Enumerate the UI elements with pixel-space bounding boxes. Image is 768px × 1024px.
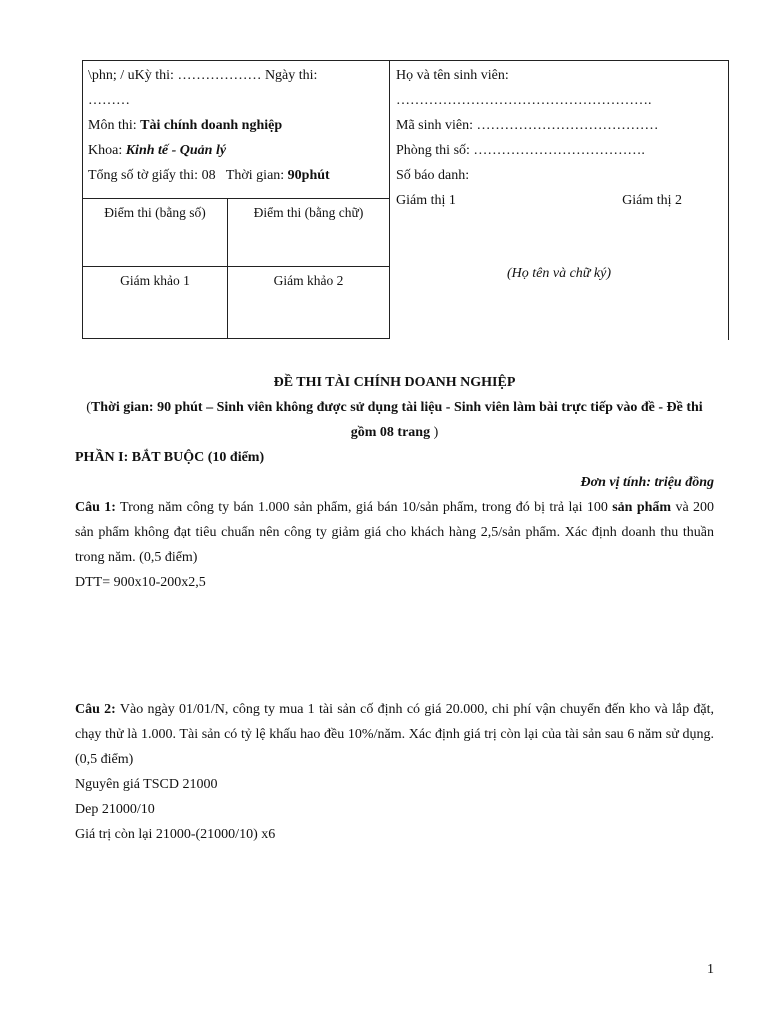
question-1-text-bold: sản phẩm [612, 500, 672, 515]
score-grid [82, 198, 390, 339]
exam-session-line-cont: ……… [88, 93, 130, 108]
student-name-field: ………………………………………………. [396, 93, 652, 108]
sheets-time-line [88, 163, 384, 188]
examiner-1-cell [82, 266, 228, 339]
exam-body [75, 370, 714, 595]
question-1-text-a: Trong năm công ty bán 1.000 sản phẩm, giá bán 10/sản phẩm, trong đó bị trả lại 100 [115, 500, 613, 515]
proctor-2-label: Giám thị 2 [622, 193, 682, 208]
question-1-label: Câu 1: [75, 500, 116, 515]
exam-info-block [82, 60, 390, 198]
subject-line [88, 113, 384, 138]
score-number-cell [82, 198, 228, 267]
student-info-block [390, 60, 729, 340]
question-2-block [75, 697, 714, 847]
examiner-2-label: Giám khảo 2 [273, 273, 344, 288]
proctor-row [396, 188, 722, 213]
faculty-value: Kinh tế - Quản lý [125, 143, 227, 158]
time-label: Thời gian: [225, 168, 285, 183]
part-1-heading: PHẦN I: BẮT BUỘC (10 điểm) [75, 450, 265, 465]
subject-value: Tài chính doanh nghiệp [140, 118, 283, 133]
page-number: 1 [707, 962, 714, 977]
room-field: Phòng thi số: ………………………………. [396, 143, 645, 158]
examiner-1-label: Giám khảo 1 [120, 273, 190, 288]
exam-header [82, 60, 729, 340]
exam-session-line: \phn; / uKỳ thi: ……………… Ngày thi: [88, 68, 318, 83]
proctor-1-label: Giám thị 1 [396, 193, 456, 208]
student-name-label: Họ và tên sinh viên: [396, 68, 509, 83]
question-2-answer-3: Giá trị còn lại 21000-(21000/10) x6 [75, 827, 276, 842]
question-2 [75, 697, 714, 772]
candidate-number-field: Số báo danh: [396, 168, 470, 183]
question-2-answer-1: Nguyên giá TSCD 21000 [75, 777, 218, 792]
question-2-answer-2: Dep 21000/10 [75, 802, 155, 817]
question-1 [75, 495, 714, 570]
time-value: 90phút [287, 168, 330, 183]
signature-note: (Họ tên và chữ ký) [506, 266, 612, 281]
question-1-answer: DTT= 900x10-200x2,5 [75, 575, 206, 590]
subtitle-open: ( [86, 400, 91, 415]
exam-subtitle [75, 395, 714, 445]
faculty-line [88, 138, 384, 163]
unit-note: Đơn vị tính: triệu đồng [580, 475, 714, 490]
examiner-2-cell [227, 266, 390, 339]
sheets-label: Tổng số tờ giấy thi: 08 [88, 168, 216, 183]
subtitle-close: ) [430, 425, 439, 440]
subject-label: Môn thi: [88, 118, 137, 133]
exam-title: ĐỀ THI TÀI CHÍNH DOANH NGHIỆP [273, 375, 516, 390]
faculty-label: Khoa: [88, 143, 123, 158]
subtitle-text: Thời gian: 90 phút – Sinh viên không được sử dụng tài liệu - Sinh viên làm bài trực tiếp vào đề - Đề thi gồm 08 trang [90, 400, 703, 440]
question-1-text-b: và 200 sản phẩm không đạt tiêu chuẩn nên công ty giảm giá cho khách hàng 2,5/sản phẩm. Xác định doanh thu thuần trong năm. (0,5 điểm) [75, 500, 715, 565]
question-2-label: Câu 2: [75, 702, 116, 717]
score-words-label: Điểm thi (bằng chữ) [253, 205, 364, 220]
student-id-field: Mã sinh viên: ………………………………… [396, 118, 659, 133]
score-words-cell [227, 198, 390, 267]
question-2-text: Vào ngày 01/01/N, công ty mua 1 tài sản cố định có giá 20.000, chi phí vận chuyển đến kho và lắp đặt, chạy thử là 1.000. Tài sản có tỷ lệ khấu hao đều 10%/năm. Xác định giá trị còn lại của tài sản sau 6 năm sử dụng. (0,5 điểm) [75, 702, 714, 767]
score-number-label: Điểm thi (bằng số) [104, 205, 206, 220]
